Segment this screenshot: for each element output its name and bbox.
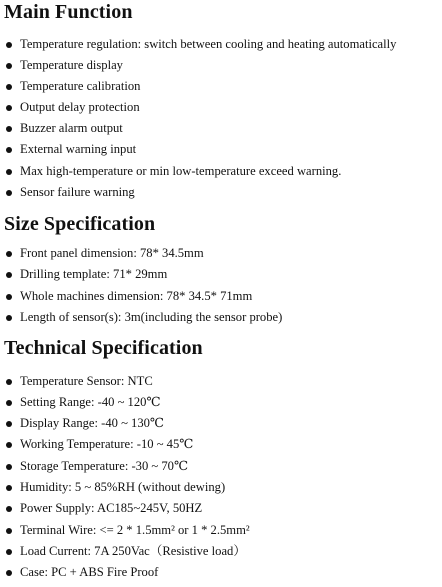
bullet-icon (6, 442, 12, 448)
bullet-icon (6, 528, 12, 534)
list-item: Working Temperature: -10 ~ 45℃ (6, 434, 193, 455)
bullet-icon (6, 506, 12, 512)
list-item: Storage Temperature: -30 ~ 70℃ (6, 456, 188, 477)
bullet-icon (6, 169, 12, 175)
bullet-icon (6, 549, 12, 555)
bullet-icon (6, 379, 12, 385)
bullet-icon (6, 63, 12, 69)
bullet-icon (6, 84, 12, 90)
list-item: External warning input (6, 139, 136, 160)
bullet-icon (6, 272, 12, 278)
list-item: Temperature Sensor: NTC (6, 371, 153, 392)
bullet-icon (6, 190, 12, 196)
bullet-icon (6, 421, 12, 427)
bullet-icon (6, 315, 12, 321)
bullet-icon (6, 400, 12, 406)
bullet-icon (6, 105, 12, 111)
list-item: Drilling template: 71* 29mm (6, 264, 167, 285)
section-title-technical-specification: Technical Specification (4, 337, 203, 359)
section-title-size-specification: Size Specification (4, 213, 156, 235)
list-item: Length of sensor(s): 3m(including the sensor probe) (6, 307, 282, 328)
list-item: Humidity: 5 ~ 85%RH (without dewing) (6, 477, 225, 498)
list-item: Temperature regulation: switch between cooling and heating automatically (6, 34, 396, 55)
list-item: Max high-temperature or min low-temperature exceed warning. (6, 161, 341, 182)
list-item: Temperature display (6, 55, 123, 76)
bullet-icon (6, 251, 12, 257)
list-item: Power Supply: AC185~245V, 50HZ (6, 498, 202, 519)
bullet-icon (6, 464, 12, 470)
bullet-icon (6, 294, 12, 300)
list-item: Case: PC + ABS Fire Proof (6, 562, 158, 583)
list-item: Setting Range: -40 ~ 120℃ (6, 392, 161, 413)
list-item: Sensor failure warning (6, 182, 135, 203)
list-item: Whole machines dimension: 78* 34.5* 71mm (6, 286, 252, 307)
list-item: Terminal Wire: <= 2 * 1.5mm² or 1 * 2.5mm² (6, 520, 250, 541)
bullet-icon (6, 126, 12, 132)
bullet-icon (6, 485, 12, 491)
list-item: Buzzer alarm output (6, 118, 123, 139)
list-item: Output delay protection (6, 97, 140, 118)
list-item: Display Range: -40 ~ 130℃ (6, 413, 164, 434)
section-title-main-function: Main Function (4, 1, 133, 23)
bullet-icon (6, 147, 12, 153)
bullet-icon (6, 570, 12, 576)
list-item: Load Current: 7A 250Vac（Resistive load） (6, 541, 246, 562)
list-item: Temperature calibration (6, 76, 140, 97)
list-item: Front panel dimension: 78* 34.5mm (6, 243, 204, 264)
bullet-icon (6, 42, 12, 48)
